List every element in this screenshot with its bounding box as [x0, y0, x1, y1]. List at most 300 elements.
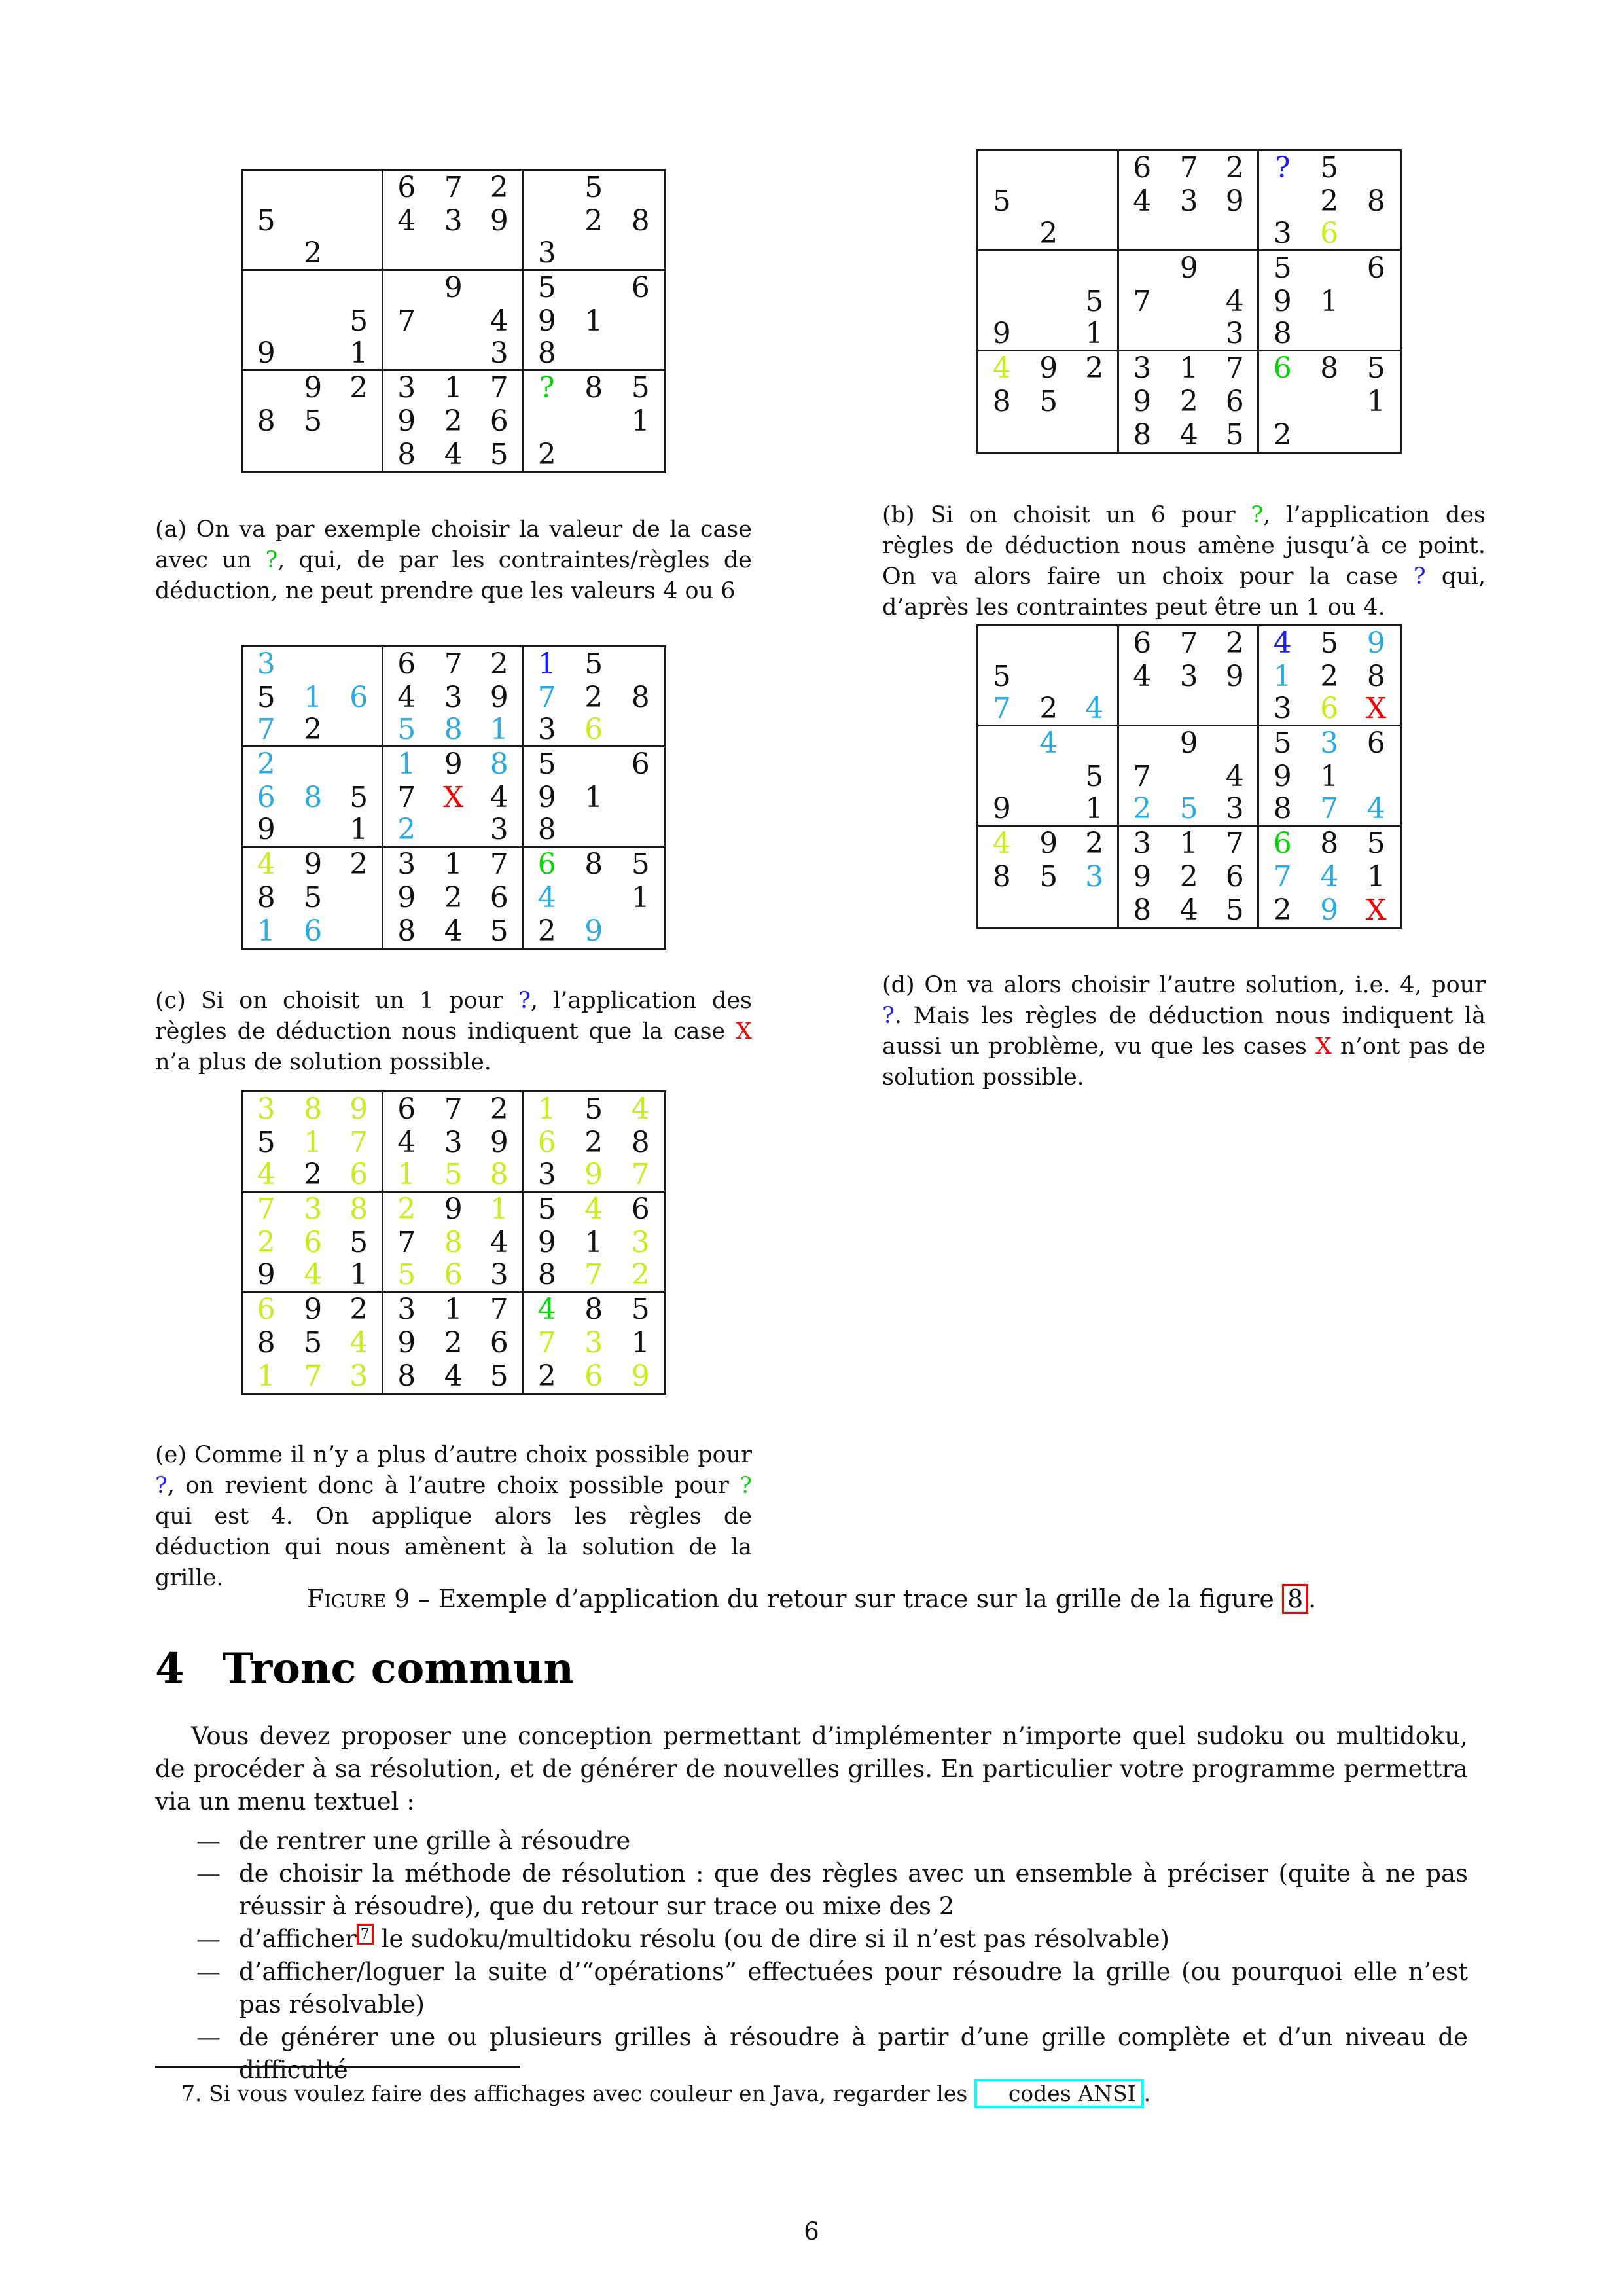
sudoku-cell: 4	[992, 351, 1011, 385]
sudoku-cell	[336, 171, 383, 204]
sudoku-cell	[336, 204, 383, 238]
text-segment: ?	[882, 1003, 895, 1029]
sudoku-cell: 5	[304, 880, 323, 914]
sudoku-cell: 5	[1072, 760, 1119, 793]
sudoku-cell: 6	[631, 270, 650, 304]
sudoku-cell: 4	[397, 204, 416, 238]
sudoku-cell: 1	[336, 1259, 383, 1293]
sudoku-cell: 2	[1273, 418, 1292, 452]
sudoku-cell: 6	[1273, 351, 1292, 385]
sudoku-cell: 5	[1320, 626, 1339, 660]
sudoku-cell: 6	[477, 404, 524, 438]
sudoku-cell	[290, 338, 337, 371]
sudoku-cell	[1072, 418, 1119, 452]
sudoku-cell: 5	[631, 370, 650, 404]
sudoku-cell: 4	[1133, 184, 1152, 218]
sudoku-cell: 6	[1213, 860, 1260, 893]
sudoku-cell	[336, 271, 383, 304]
sudoku-cell: 8	[524, 1259, 571, 1293]
sudoku-cell: 5	[336, 304, 383, 338]
sudoku-cell: 1	[1320, 759, 1339, 793]
sudoku-cell: 7	[304, 1359, 323, 1393]
sudoku-cell: 8	[397, 1359, 416, 1393]
sudoku-cell: 9	[397, 880, 416, 914]
sudoku-cell: 6	[477, 1326, 524, 1359]
sudoku-cell: 7	[1179, 151, 1198, 185]
sudoku-cell: 7	[477, 371, 524, 404]
sudoku-cell: 4	[243, 1159, 290, 1193]
sudoku-cell	[1119, 318, 1166, 351]
sudoku-cell	[617, 304, 664, 338]
sudoku-cell: 9	[444, 747, 463, 781]
sudoku-cell: 1	[1366, 859, 1385, 893]
sudoku-cell: 9	[631, 1359, 650, 1393]
sudoku-cell	[978, 726, 1026, 760]
sudoku-cell: 4	[444, 437, 463, 471]
list-dash: —	[196, 1925, 221, 1953]
sudoku-cell: 6	[304, 914, 323, 948]
sudoku-cell: 3	[257, 1092, 276, 1126]
sudoku-cell: 2	[1179, 859, 1198, 893]
sudoku-cell	[1026, 151, 1073, 185]
sudoku-cell	[1072, 218, 1119, 251]
subcaption-c	[155, 986, 752, 1078]
hyperlink[interactable]: 8	[1282, 1584, 1308, 1614]
footnote-rule	[155, 2066, 520, 2068]
sudoku-cell: 4	[444, 1359, 463, 1393]
sudoku-cell	[477, 238, 524, 271]
sudoku-cell	[571, 814, 618, 848]
sudoku-cell: 9	[584, 914, 603, 948]
sudoku-cell	[1026, 185, 1073, 218]
footnote-marker-link[interactable]: 7	[357, 1924, 374, 1945]
sudoku-cell: 5	[304, 1325, 323, 1359]
sudoku-cell: 2	[290, 714, 337, 747]
sudoku-cell: 5	[584, 1092, 603, 1126]
sudoku-cell: 3	[304, 1192, 323, 1226]
sudoku-cell: 8	[1133, 893, 1152, 927]
sudoku-cell	[1353, 151, 1400, 185]
sudoku-cell	[383, 238, 431, 271]
sudoku-cell: 6	[571, 714, 618, 747]
sudoku-cell: 1	[444, 370, 463, 404]
sudoku-cell: 2	[537, 437, 556, 471]
sudoku-cell	[1072, 726, 1119, 760]
sudoku-cell: 9	[477, 1126, 524, 1159]
sudoku-cell: 8	[304, 1092, 323, 1126]
sudoku-cell: 8	[524, 338, 571, 371]
sudoku-cell: 9	[1179, 251, 1198, 285]
sudoku-cell	[1119, 218, 1166, 251]
text-segment: qui est 4. On applique alors les règles de déduction qui nous amènent à la solution de la grille.	[155, 1503, 752, 1591]
sudoku-cell	[617, 814, 664, 848]
sudoku-cell: 2	[444, 404, 463, 438]
sudoku-cell: 4	[1179, 418, 1198, 452]
sudoku-cell: 1	[304, 680, 323, 714]
sudoku-cell: 7	[444, 647, 463, 681]
sudoku-cell: 6	[1366, 251, 1385, 285]
sudoku-cell: 8	[257, 880, 276, 914]
sudoku-cell	[1353, 418, 1400, 452]
sudoku-cell	[1306, 318, 1353, 351]
sudoku-cell: 6	[336, 1159, 383, 1193]
sudoku-cell: 6	[336, 681, 383, 714]
sudoku-cell	[290, 814, 337, 848]
sudoku-cell: 4	[1072, 693, 1119, 726]
sudoku-cell: 5	[1273, 251, 1292, 285]
text-segment: n’ont pas de solution possible.	[882, 1033, 1486, 1090]
sudoku-cell: 2	[290, 238, 337, 271]
sudoku-cell: 2	[383, 814, 431, 848]
sudoku-cell	[571, 438, 618, 471]
page-number: 6	[804, 2217, 819, 2246]
sudoku-cell: 9	[444, 270, 463, 304]
sudoku-cell: 8	[257, 1325, 276, 1359]
sudoku-cell	[1026, 418, 1073, 452]
sudoku-cell	[1166, 218, 1213, 251]
sudoku-cell: 3	[397, 847, 416, 881]
sudoku-cell	[290, 171, 337, 204]
sudoku-cell: 8	[1366, 659, 1385, 693]
menu-list-item	[196, 1857, 1468, 1923]
sudoku-cell: 4	[1179, 893, 1198, 927]
sudoku-cell: 8	[631, 204, 650, 238]
text-segment: de générer une ou plusieurs grilles à résoudre à partir d’une grille complète et d’un niveau de difficulté	[239, 2023, 1468, 2084]
sudoku-cell	[383, 338, 431, 371]
list-item-text	[239, 1923, 1468, 1956]
sudoku-cell: 8	[1133, 418, 1152, 452]
text-segment: (c) Si on choisit un 1 pour	[155, 988, 519, 1014]
sudoku-cell: 2	[1320, 184, 1339, 218]
sudoku-cell: 1	[397, 747, 416, 781]
sudoku-cell: 8	[992, 384, 1011, 418]
sudoku-cell	[1213, 251, 1260, 285]
sudoku-cell	[290, 438, 337, 471]
sudoku-cell: 5	[304, 404, 323, 438]
sudoku-cell: 8	[1259, 793, 1306, 827]
text-segment: X	[736, 1018, 752, 1045]
sudoku-cell: 4	[1353, 793, 1400, 827]
sudoku-cell	[978, 418, 1026, 452]
text-segment: X	[1315, 1033, 1332, 1060]
sudoku-cell: 1	[584, 780, 603, 814]
sudoku-cell: 3	[397, 1292, 416, 1326]
sudoku-cell: 6	[257, 780, 276, 814]
subcaption-d	[882, 970, 1486, 1093]
sudoku-cell: 5	[631, 1292, 650, 1326]
sudoku-grid-e	[241, 1090, 666, 1395]
sudoku-cell: 6	[631, 1192, 650, 1226]
sudoku-cell: 1	[537, 1092, 556, 1126]
sudoku-cell: 2	[397, 1192, 416, 1226]
sudoku-cell: 4	[444, 914, 463, 948]
sudoku-cell: 2	[290, 1159, 337, 1193]
sudoku-cell	[617, 238, 664, 271]
sudoku-cell: 3	[336, 1359, 383, 1393]
sudoku-cell	[243, 304, 290, 338]
sudoku-cell	[243, 371, 290, 404]
sudoku-cell: 8	[1259, 318, 1306, 351]
sudoku-cell: 3	[1259, 218, 1306, 251]
subcaption-e	[155, 1440, 752, 1594]
sudoku-cell: 2	[1213, 626, 1260, 660]
text-segment: le sudoku/multidoku résolu (ou de dire si il n’est pas résolvable)	[373, 1925, 1169, 1953]
hyperlink[interactable]: codes ANSI	[974, 2079, 1144, 2108]
sudoku-cell: 9	[304, 370, 323, 404]
text-segment: – Exemple d’application du retour sur trace sur la grille de la figure	[410, 1585, 1282, 1613]
sudoku-cell: 6	[477, 881, 524, 914]
sudoku-cell: 6	[397, 647, 416, 681]
sudoku-cell	[1026, 251, 1073, 285]
text-segment: , on revient donc à l’autre choix possible pour	[167, 1473, 740, 1499]
sudoku-cell: 2	[477, 171, 524, 204]
text-segment: (b) Si on choisit un 6 pour	[882, 502, 1251, 528]
sudoku-cell: 3	[1320, 726, 1339, 760]
sudoku-cell	[336, 714, 383, 747]
sudoku-cell: 4	[257, 847, 276, 881]
sudoku-cell: 1	[1273, 659, 1292, 693]
sudoku-cell: 1	[304, 1125, 323, 1159]
sudoku-cell: 5	[537, 747, 556, 781]
sudoku-cell: 8	[1366, 184, 1385, 218]
menu-list-item	[196, 1825, 1468, 1857]
sudoku-cell: 1	[257, 1359, 276, 1393]
sudoku-cell: 1	[584, 304, 603, 338]
sudoku-cell	[1072, 385, 1119, 418]
text-segment: ?	[265, 547, 278, 573]
sudoku-cell: 9	[1039, 351, 1058, 385]
sudoku-cell	[290, 204, 337, 238]
list-item-text	[239, 1956, 1468, 2021]
sudoku-cell: 4	[290, 1259, 337, 1293]
sudoku-cell: 1	[257, 914, 276, 948]
sudoku-cell	[1353, 318, 1400, 351]
sudoku-cell: 6	[397, 170, 416, 204]
sudoku-cell: X	[1353, 693, 1400, 726]
sudoku-cell	[524, 404, 571, 438]
sudoku-cell	[336, 881, 383, 914]
text-segment: (e) Comme il n’y a plus d’autre choix possible pour	[155, 1442, 752, 1468]
sudoku-cell	[1072, 893, 1119, 927]
sudoku-cell: 9	[1366, 626, 1385, 660]
sudoku-cell: 8	[477, 1159, 524, 1193]
figure-caption	[155, 1584, 1468, 1614]
sudoku-cell: 7	[477, 848, 524, 881]
sudoku-cell	[571, 271, 618, 304]
sudoku-cell: 2	[1072, 351, 1119, 385]
text-segment: Figure 9	[306, 1585, 410, 1613]
sudoku-cell: 8	[477, 747, 524, 781]
sudoku-cell	[1166, 760, 1213, 793]
sudoku-cell: 5	[992, 659, 1011, 693]
sudoku-cell: 3	[1179, 659, 1198, 693]
sudoku-cell: 5	[1072, 285, 1119, 318]
sudoku-cell: 1	[336, 814, 383, 848]
sudoku-cell	[524, 171, 571, 204]
sudoku-cell: 5	[383, 714, 431, 747]
sudoku-cell: 3	[477, 814, 524, 848]
sudoku-cell	[1213, 218, 1260, 251]
sudoku-cell	[978, 626, 1026, 660]
list-dash: —	[196, 1958, 221, 1986]
sudoku-cell: 4	[1213, 760, 1260, 793]
sudoku-cell: 9	[1133, 859, 1152, 893]
sudoku-cell: 5	[336, 1226, 383, 1259]
sudoku-cell	[430, 814, 477, 848]
sudoku-cell	[1353, 760, 1400, 793]
sudoku-cell: 9	[537, 304, 556, 338]
text-segment: (d) On va alors choisir l’autre solution, i.e. 4, pour	[882, 972, 1486, 998]
sudoku-cell: 3	[1133, 351, 1152, 385]
sudoku-cell	[1166, 285, 1213, 318]
text-segment: . Mais les règles de déduction nous indiquent là aussi un problème, vu que les cases	[882, 1003, 1486, 1060]
text-segment: , l’application des règles de déduction nous amène jusqu’à ce point. On va alors faire un choix pour la case	[882, 502, 1486, 590]
sudoku-cell	[571, 881, 618, 914]
sudoku-cell: 3	[444, 204, 463, 238]
sudoku-cell: 7	[617, 1159, 664, 1193]
sudoku-cell	[1072, 251, 1119, 285]
sudoku-cell: 9	[1213, 185, 1260, 218]
section-title: Tronc commun	[222, 1644, 574, 1693]
sudoku-cell	[336, 438, 383, 471]
sudoku-cell	[571, 747, 618, 781]
sudoku-cell: 1	[1072, 318, 1119, 351]
sudoku-cell: 5	[383, 1259, 431, 1293]
sudoku-cell: 7	[537, 1325, 556, 1359]
sudoku-cell: 4	[631, 1092, 650, 1126]
sudoku-cell: 1	[1366, 384, 1385, 418]
sudoku-cell	[617, 438, 664, 471]
sudoku-cell: 7	[397, 780, 416, 814]
sudoku-cell	[336, 914, 383, 948]
sudoku-cell: 2	[537, 1359, 556, 1393]
sudoku-cell: 4	[1039, 726, 1058, 760]
sudoku-cell: 5	[1320, 151, 1339, 185]
sudoku-cell: 1	[537, 647, 556, 681]
sudoku-cell: 6	[397, 1092, 416, 1126]
sudoku-cell	[430, 304, 477, 338]
sudoku-cell: 8	[631, 1125, 650, 1159]
sudoku-cell: 6	[1273, 826, 1292, 860]
sudoku-cell: 4	[477, 781, 524, 814]
sudoku-cell	[336, 747, 383, 781]
sudoku-cell: 5	[430, 1159, 477, 1193]
sudoku-cell	[1119, 693, 1166, 726]
sudoku-cell: 7	[397, 304, 416, 338]
sudoku-cell	[1026, 793, 1073, 827]
sudoku-cell: 3	[1259, 693, 1306, 726]
sudoku-cell: 8	[1320, 351, 1339, 385]
sudoku-cell: 8	[584, 1292, 603, 1326]
sudoku-cell: 3	[524, 1159, 571, 1193]
sudoku-cell: 8	[584, 370, 603, 404]
sudoku-cell: 5	[992, 184, 1011, 218]
sudoku-cell: 5	[584, 647, 603, 681]
sudoku-cell	[290, 647, 337, 681]
sudoku-cell	[243, 438, 290, 471]
sudoku-cell	[1072, 626, 1119, 660]
sudoku-cell: 8	[257, 404, 276, 438]
sudoku-cell: 6	[1133, 151, 1152, 185]
sudoku-cell: 9	[537, 780, 556, 814]
sudoku-cell: 5	[1366, 351, 1385, 385]
list-dash: —	[196, 2023, 221, 2051]
sudoku-cell: 2	[477, 647, 524, 681]
sudoku-cell	[571, 338, 618, 371]
sudoku-cell: 9	[1133, 384, 1152, 418]
sudoku-cell: 4	[336, 1326, 383, 1359]
text-segment: .	[1143, 2081, 1151, 2106]
sudoku-cell: 2	[1026, 693, 1073, 726]
sudoku-cell	[1166, 318, 1213, 351]
sudoku-cell: 4	[1273, 626, 1292, 660]
sudoku-cell	[243, 171, 290, 204]
sudoku-cell: 7	[257, 1192, 276, 1226]
sudoku-cell: 6	[631, 747, 650, 781]
sudoku-cell	[1119, 726, 1166, 760]
sudoku-cell: 3	[477, 338, 524, 371]
sudoku-cell: 7	[444, 170, 463, 204]
text-segment: ?	[740, 1473, 752, 1499]
sudoku-cell: 9	[1213, 660, 1260, 693]
sudoku-cell	[1213, 726, 1260, 760]
sudoku-cell: 1	[584, 1225, 603, 1259]
sudoku-cell: 2	[257, 1225, 276, 1259]
sudoku-cell: 5	[477, 438, 524, 471]
sudoku-cell: 3	[1179, 184, 1198, 218]
menu-list-item	[196, 1956, 1468, 2021]
sudoku-cell: 9	[1179, 726, 1198, 760]
text-segment: de choisir la méthode de résolution : que des règles avec un ensemble à préciser (quite à ne pas réussir à résoudre), que du retour sur trace ou mixe des 2	[239, 1859, 1468, 1920]
sudoku-cell: 7	[537, 680, 556, 714]
sudoku-cell: 5	[1366, 826, 1385, 860]
sudoku-cell: 5	[257, 680, 276, 714]
sudoku-cell	[1259, 385, 1306, 418]
sudoku-cell	[617, 647, 664, 681]
sudoku-cell: 9	[1039, 826, 1058, 860]
sudoku-cell: 2	[1320, 659, 1339, 693]
sudoku-cell: 3	[584, 1325, 603, 1359]
sudoku-cell: 6	[304, 1225, 323, 1259]
sudoku-cell: 7	[336, 1126, 383, 1159]
sudoku-cell: 9	[477, 681, 524, 714]
sudoku-cell: 7	[978, 693, 1026, 726]
sudoku-cell: ?	[1274, 151, 1291, 185]
sudoku-cell	[1026, 893, 1073, 927]
sudoku-cell: 1	[631, 1325, 650, 1359]
text-segment: ?	[1251, 502, 1264, 528]
section-number: 4	[155, 1644, 185, 1693]
sudoku-cell: 2	[584, 204, 603, 238]
sudoku-cell: 2	[1119, 793, 1166, 827]
sudoku-cell: 6	[537, 847, 556, 881]
sudoku-cell: 8	[524, 814, 571, 848]
sudoku-cell	[1306, 251, 1353, 285]
sudoku-cell: 7	[477, 1293, 524, 1326]
sudoku-cell: 8	[430, 714, 477, 747]
sudoku-cell: 3	[524, 238, 571, 271]
sudoku-cell: 6	[584, 1359, 603, 1393]
sudoku-cell: 5	[257, 204, 276, 238]
menu-list-item	[196, 2021, 1468, 2087]
sudoku-cell	[1026, 626, 1073, 660]
sudoku-cell: 3	[524, 714, 571, 747]
sudoku-cell: 9	[1273, 759, 1292, 793]
sudoku-cell: 3	[257, 647, 276, 681]
sudoku-cell: 5	[1039, 859, 1058, 893]
sudoku-cell: 4	[537, 880, 556, 914]
sudoku-cell: 2	[1273, 893, 1292, 927]
